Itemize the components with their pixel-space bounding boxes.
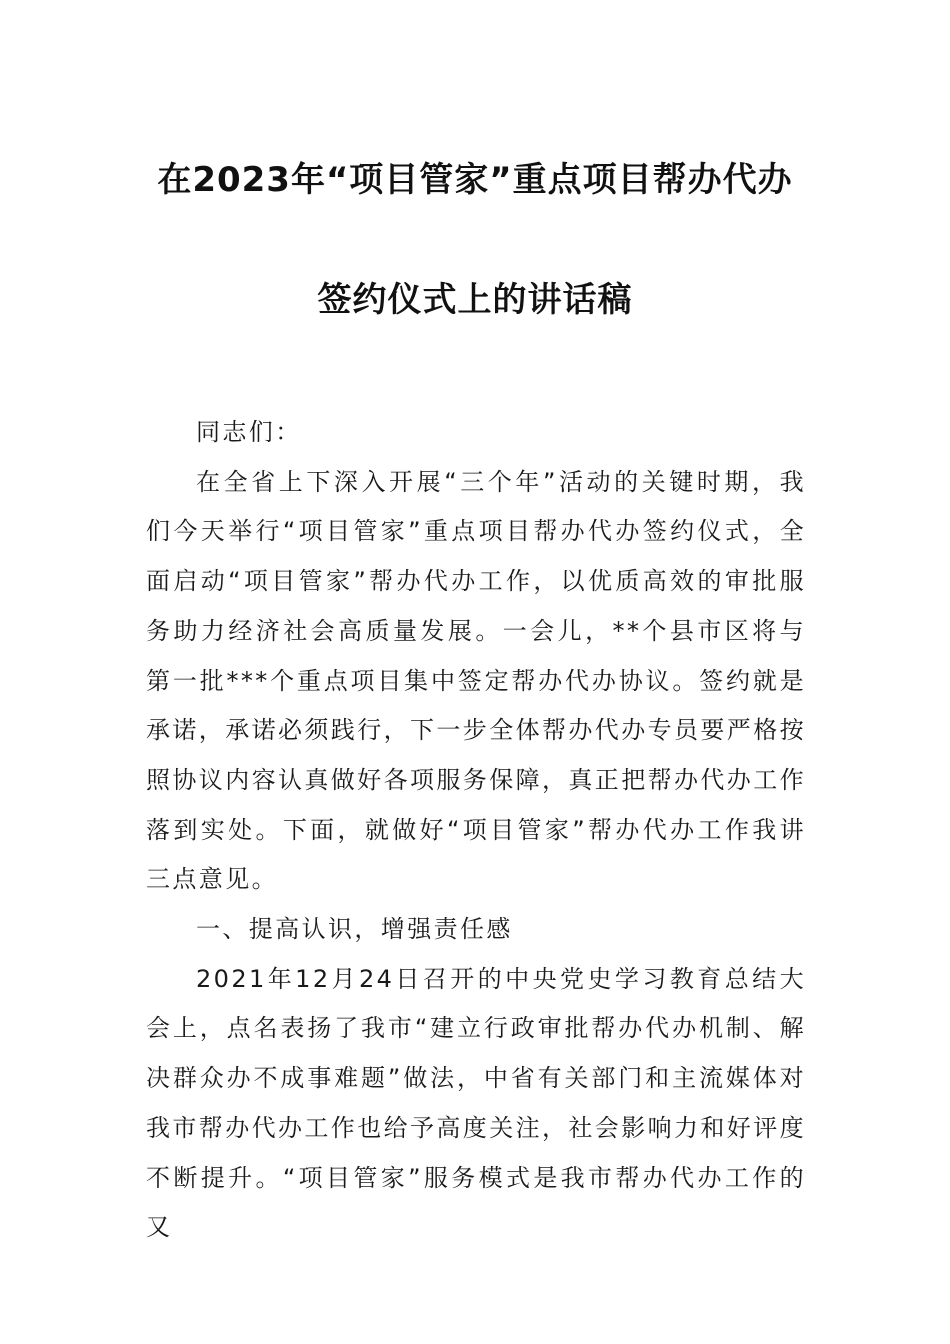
section-heading: 一、提高认识，增强责任感 [196,915,513,944]
paragraph: 在全省上下深入开展“三个年”活动的关键时期，我们今天举行“项目管家”重点项目帮办代办签约仪式，全面启动“项目管家”帮办代办工作，以优质高效的审批服务助力经济社会高质量发展。一会儿，**个县市区将与第一批***个重点项目集中签定帮办代办协议。签约就是承诺，承诺必须践行，下一步全体帮办代办专员要严格按照协议内容认真做好各项服务保障，真正把帮办代办工作落到实处。下面，就做好“项目管家”帮办代办工作我讲三点意见。 [146,467,806,894]
salutation: 同志们： [196,418,302,446]
paragraph: 2021年12月24日召开的中央党史学习教育总结大会上，点名表扬了我市“建立行政审批帮办代办机制、解决群众办不成事难题”做法，中省有关部门和主流媒体对我市帮办代办工作也给予高度关注，社会影响力和好评度不断提升。“项目管家”服务模式是我市帮办代办工作的又 [146,964,806,1242]
document-title-line-2: 签约仪式上的讲话稿 [317,280,633,320]
document-body [146,408,806,1253]
document-title-line-1: 在2023年“项目管家”重点项目帮办代办 [157,160,793,200]
